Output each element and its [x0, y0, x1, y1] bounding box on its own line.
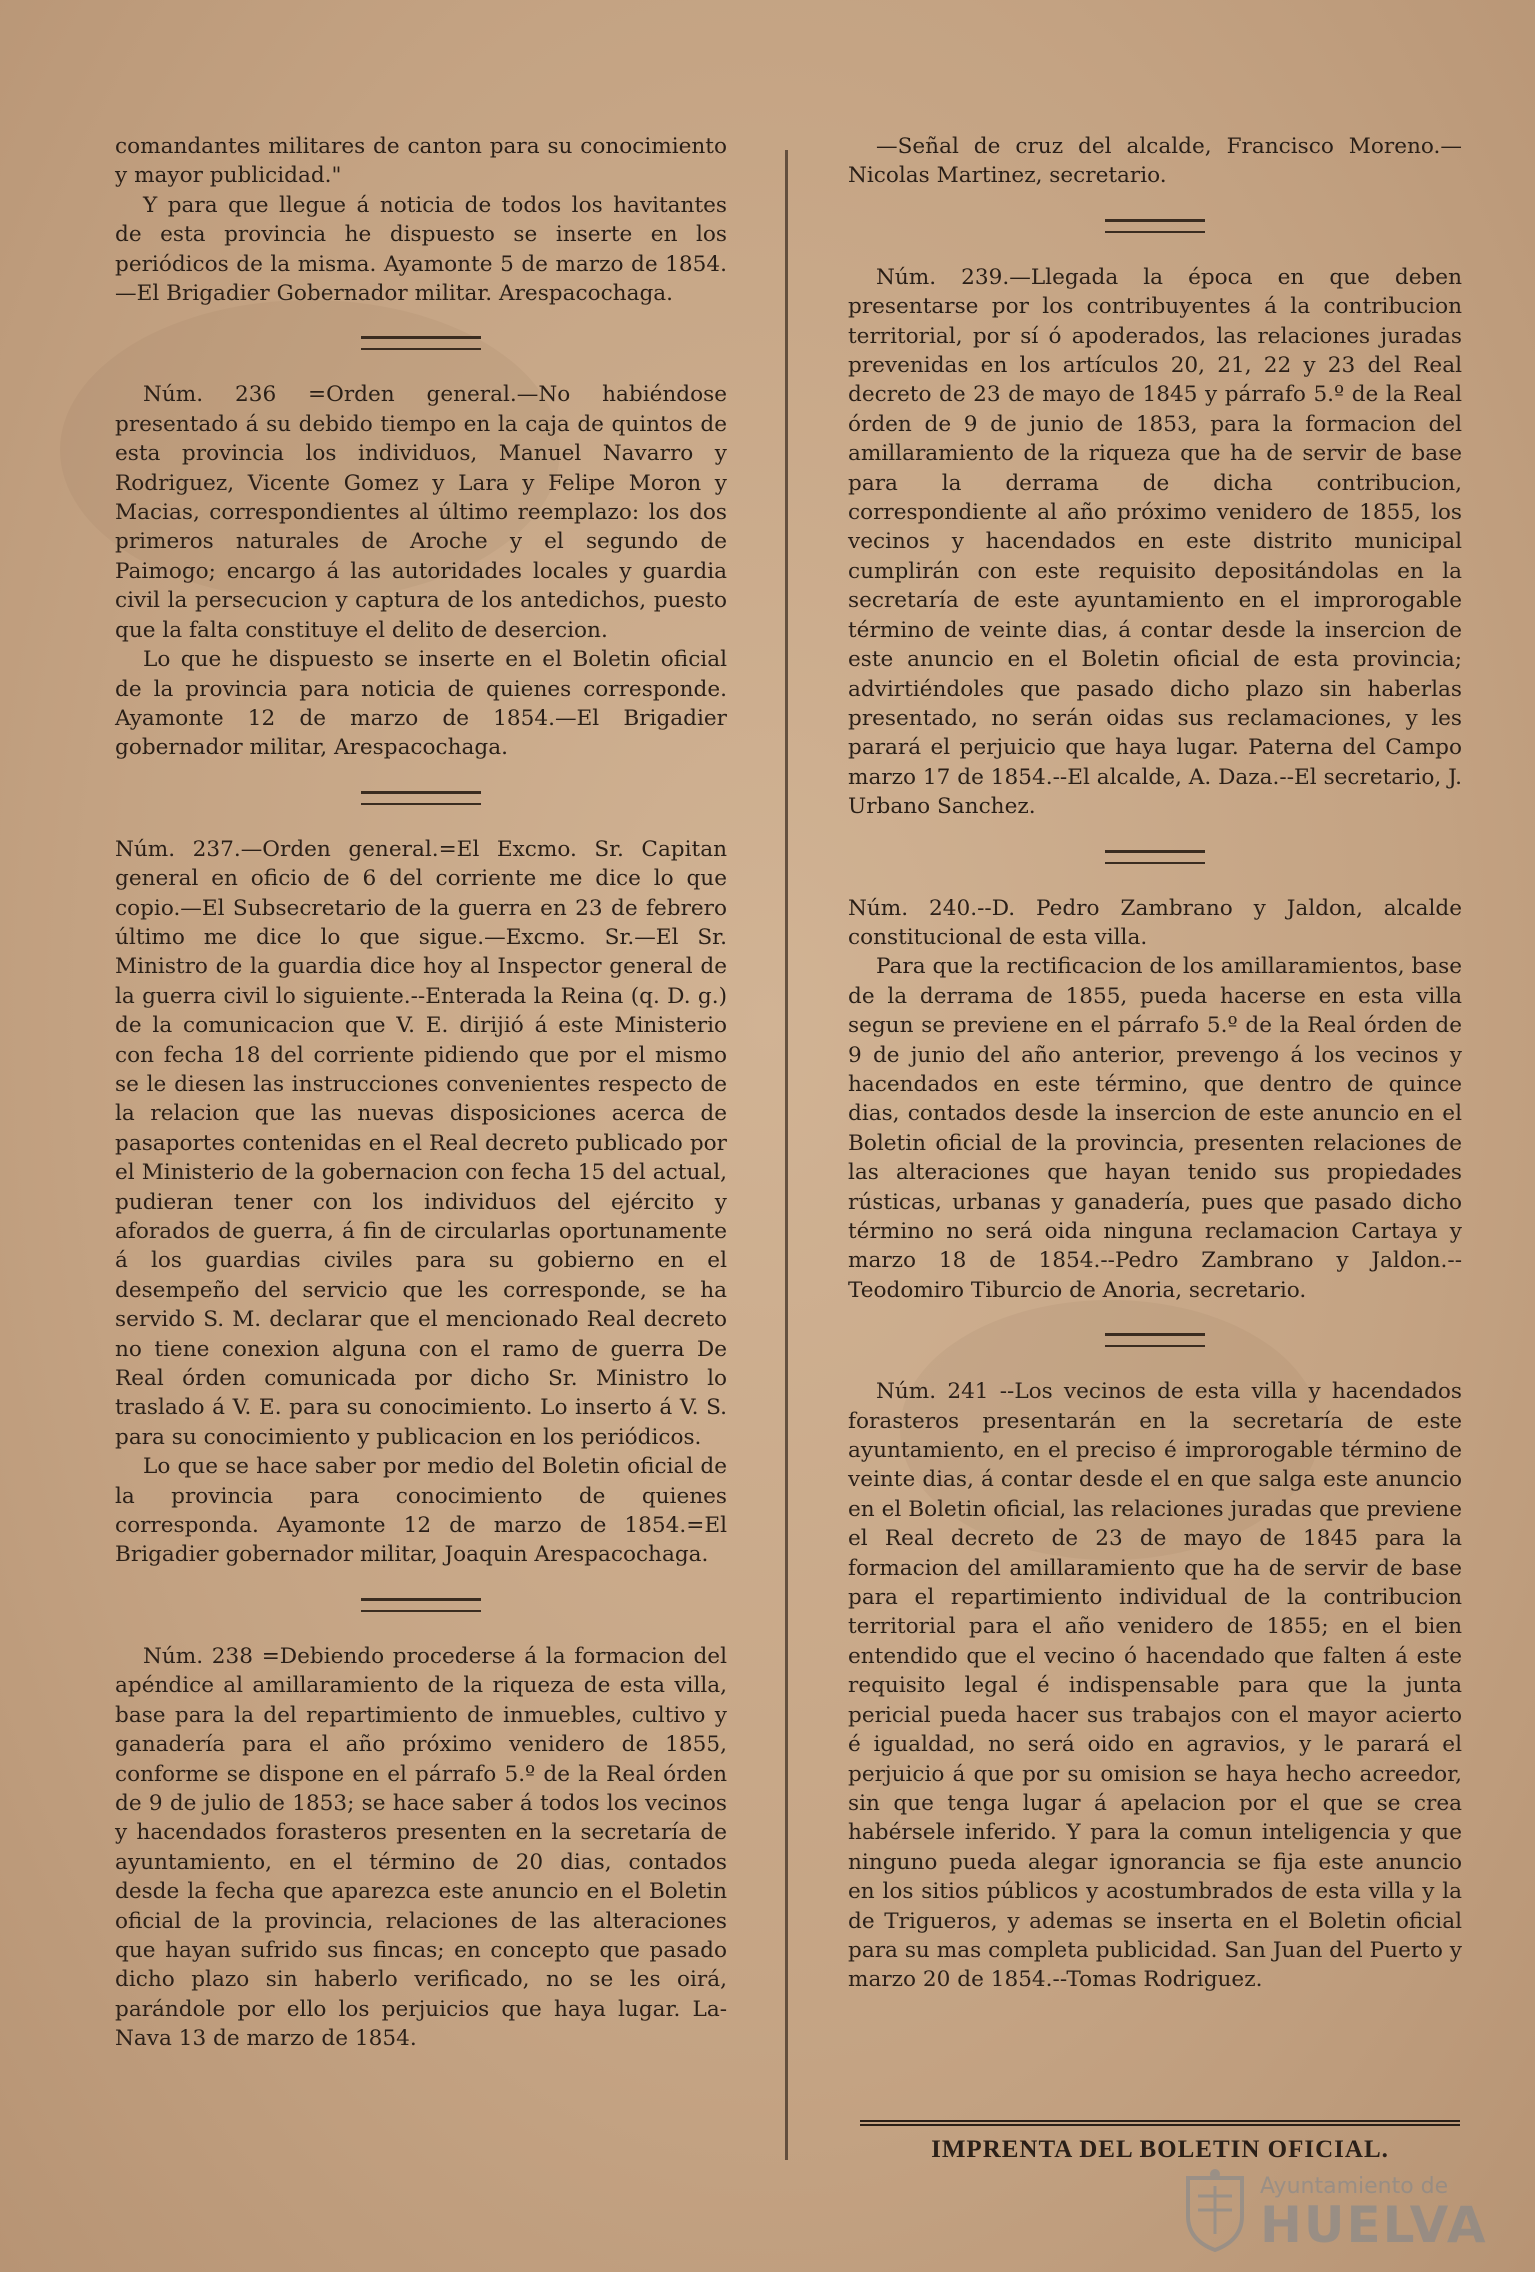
section-rule — [1105, 850, 1205, 864]
paragraph-signature: —Señal de cruz del alcalde, Francisco Moreno.—Nicolas Martinez, secretario. — [848, 134, 1462, 189]
article-240: Para que la rectificacion de los amillaramientos, base de la derrama de 1855, pueda hacerse en esta villa segun se previene en el párrafo 5.º de la Real órden de 9 de junio del año anterior, prevengo á los vecinos y hacendados en este término, que dentro de quince dias, contados desde la insercion de este anuncio en el Boletin oficial de la provincia, presenten relaciones de las alteraciones que hayan tenido sus propiedades rústicas, urbanas y ganadería, pues que pasado dicho término no será oida ninguna reclamacion Cartaya y marzo 18 de 1854.--Pedro Zambrano y Jaldon.--Teodomiro Tiburcio de Anoria, secretario. — [848, 954, 1463, 1303]
section-rule — [361, 1598, 481, 1612]
article-237: Núm. 237.—Orden general.=El Excmo. Sr. Capitan general en oficio de 6 del corriente me dice lo que copio.—El Subsecretario de la guerra en 23 de febrero último me dice lo que sigue.—Excmo. Sr.—El Sr. Ministro de la guardia dice hoy al Inspector general de la guerra civil lo siguiente.--Enterada la Reina (q. D. g.) de la comunicacion que V. E. dirijió á este Ministerio con fecha 18 del corriente pidiendo que por el mismo se le diesen las instrucciones convenientes respecto de la relacion que las nuevas disposiciones acerca de pasaportes contenidas en el Real decreto publicado por el Ministerio de la gobernacion con fecha 15 del actual, pudieran tener con los individuos del ejército y aforados de guerra, á fin de circularlas oportunamente á los guardias civiles para su gobierno en el desempeño del servicio que les corresponde, se ha servido S. M. declarar que el mencionado Real decreto no tiene conexion alguna con el ramo de guerra De Real órden comunicada por dicho Sr. Ministro lo traslado á V. E. para su conocimiento. Lo inserto á V. S. para su conocimiento y publicacion en los periódicos. — [115, 836, 727, 1450]
article-236-closing: Lo que he dispuesto se inserte en el Boletin oficial de la provincia para noticia de quienes corresponde. Ayamonte 12 de marzo de 1854.—El Brigadier gobernador militar, Arespacochaga. — [115, 647, 727, 761]
paragraph-notice: Y para que llegue á noticia de todos los havitantes de esta provincia he dispuesto se inserte en los periódicos de la misma. Ayamonte 5 de marzo de 1854. —El Brigadier Gobernador militar. Arespacochaga. — [115, 192, 727, 307]
right-column — [848, 132, 1462, 1995]
section-rule — [1105, 1333, 1205, 1347]
article-237-closing: Lo que se hace saber por medio del Boletin oficial de la provincia para conocimiento de quienes corresponda. Ayamonte 12 de marzo de 1854.=El Brigadier gobernador militar, Joaquin Arespacochaga. — [115, 1454, 727, 1568]
paragraph-continuation: comandantes militares de canton para su conocimiento y mayor publicidad." — [115, 134, 727, 189]
section-rule — [361, 336, 481, 350]
printer-imprint: IMPRENTA DEL BOLETIN OFICIAL. — [860, 2120, 1460, 2164]
archive-watermark — [1180, 2160, 1520, 2260]
article-238: Núm. 238 =Debiendo procederse á la formacion del apéndice al amillaramiento de la riqueza de esta villa, base para la del repartimiento de inmuebles, cultivo y ganadería para el año próximo venidero de 1855, conforme se dispone en el párrafo 5.º de la Real órden de 9 de julio de 1853; se hace saber á todos los vecinos y hacendados forasteros presenten en la secretaría de ayuntamiento, en el término de 20 dias, contados desde la fecha que aparezca este anuncio en el Boletin oficial de la provincia, relaciones de las alteraciones que hayan sufrido sus fincas; en concepto que pasado dicho plazo sin haberlo verificado, no se les oirá, parándole por ello los perjuicios que haya lugar. La-Nava 13 de marzo de 1854. — [115, 1643, 727, 2052]
column-divider — [785, 150, 788, 2160]
article-240-heading: Núm. 240.--D. Pedro Zambrano y Jaldon, alcalde constitucional de esta villa. — [848, 895, 1462, 950]
left-column — [115, 132, 727, 2054]
watermark-line1: Ayuntamiento de — [1260, 2174, 1449, 2199]
article-236: Núm. 236 =Orden general.—No habiéndose presentado á su debido tiempo en la caja de quintos de esta provincia los individuos, Manuel Navarro y Rodriguez, Vicente Gomez y Lara y Felipe Moron y Macias, correspondientes al último reemplazo: los dos primeros naturales de Aroche y el segundo de Paimogo; encargo á las autoridades locales y guardia civil la persecucion y captura de los antedichos, puesto que la falta constituye el delito de desercion. — [115, 382, 727, 643]
section-rule — [361, 791, 481, 805]
article-241: Núm. 241 --Los vecinos de esta villa y hacendados forasteros presentarán en la secretaría de este ayuntamiento, en el preciso é improrogable término de veinte dias, á contar desde el en que salga este anuncio en el Boletin oficial, las relaciones juradas que previene el Real decreto de 23 de mayo de 1845 para la formacion del amillaramiento que ha de servir de base para el repartimiento individual de la contribucion territorial para el año venidero de 1855; en el bien entendido que el vecino ó hacendado que falten á este requisito legal é indispensable para que la junta pericial pueda hacer sus trabajos con el mayor acierto é igualdad, no será oido en agravios, y le parará el perjuicio á que por su omision se haya hecho acreedor, sin que tenga lugar á apelacion por el que se crea habérsele inferido. Y para la comun inteligencia y que ninguno pueda alegar ignorancia se fija este anuncio en los sitios públicos y acostumbrados de esta villa y la de Trigueros, y ademas se inserta en el Boletin oficial para su mas completa publicidad. San Juan del Puerto y marzo 20 de 1854.--Tomas Rodriguez. — [848, 1379, 1462, 1993]
city-seal-icon — [1180, 2168, 1250, 2252]
section-rule — [1105, 219, 1205, 233]
article-239: Núm. 239.—Llegada la época en que deben presentarse por los contribuyentes á la contribucion territorial, por sí ó apoderados, las relaciones juradas prevenidas en los artículos 20, 21, 22 y 23 del Real decreto de 23 de mayo de 1845 y párrafo 5.º de la Real órden de 9 de junio de 1853, para la formacion del amillaramiento de la riqueza que ha de servir de base para la derrama de dicha contribucion, correspondiente al año próximo venidero de 1855, los vecinos y hacendados en este distrito municipal cumplirán con este requisito depositándolas en la secretaría de este ayuntamiento en el improrogable término de veinte dias, á contar desde la insercion de este anuncio en el Boletin oficial de esta provincia; advirtiéndoles que pasado dicho plazo sin haberlas presentado, no serán oidas sus reclamaciones, y les parará el perjuicio que haya lugar. Paterna del Campo marzo 17 de 1854.--El alcalde, A. Daza.--El secretario, J. Urbano Sanchez. — [848, 264, 1462, 820]
watermark-line2: HUELVA — [1260, 2196, 1488, 2254]
